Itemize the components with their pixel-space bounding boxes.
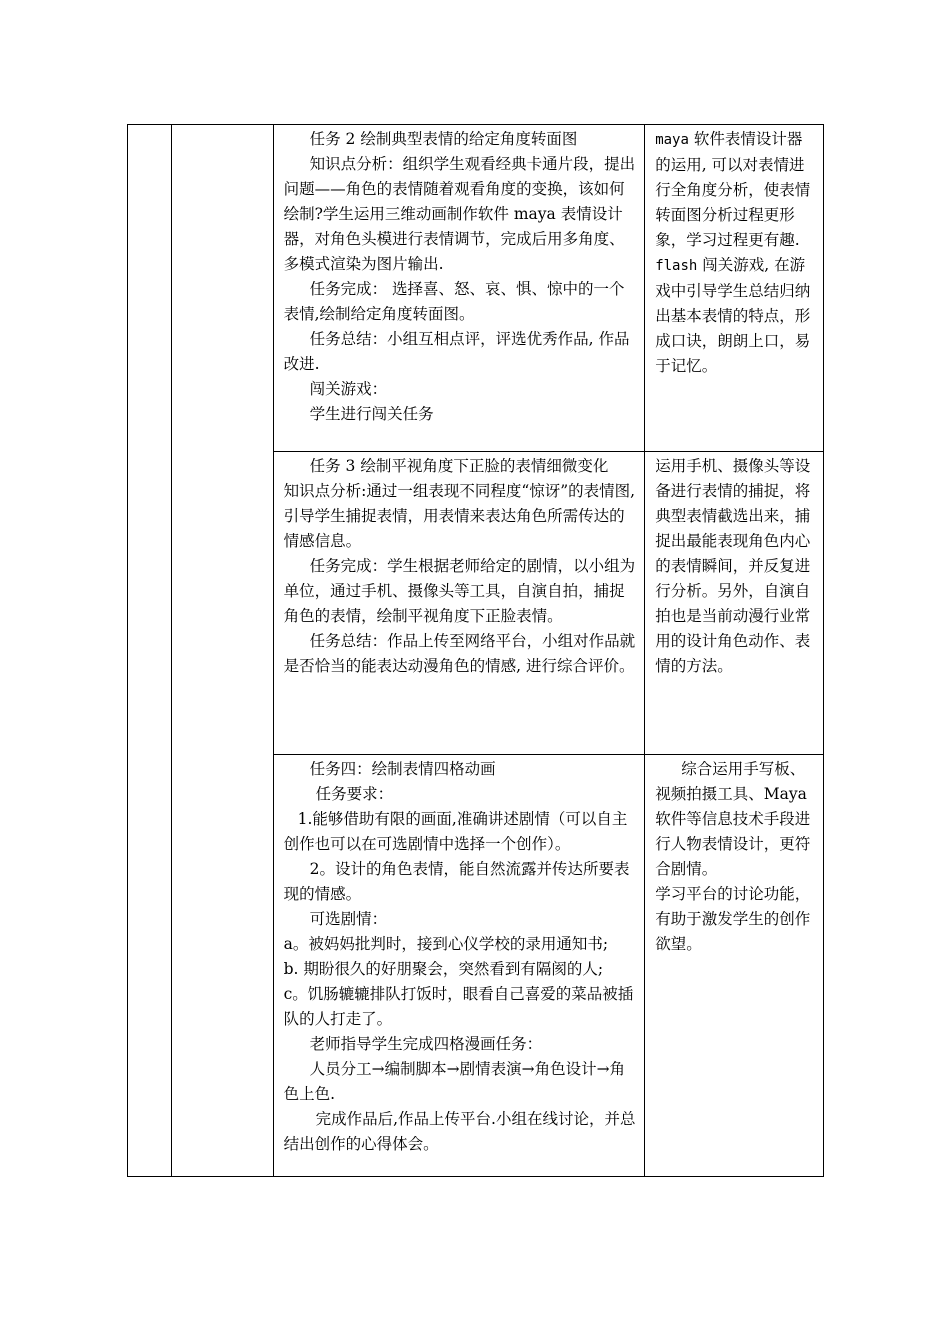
design-intent-cell [645,452,824,755]
task-paragraph: 可选剧情： [309,910,388,928]
task-paragraph: 老师指导学生完成四格漫画任务： [309,1035,543,1053]
task-title: 任务 2 绘制典型表情的给定角度转面图 [309,130,578,148]
task-paragraph: 2。设计的角色表情，能自然流露并传达所要表现的情感。 [283,860,630,903]
lesson-plan-table [127,124,824,1177]
task-paragraph: 学生进行闯关任务 [309,405,434,423]
design-note [655,253,817,379]
design-note: 综合运用手写板、视频拍摄工具、Maya 软件等信息技术手段进行人物表情设计，更符合剧情。 [655,760,811,878]
task-paragraph: 任务完成： 选择喜、怒、哀、惧、惊中的一个表情,绘制给定角度转面图。 [283,280,625,323]
design-intent-cell [645,125,824,452]
empty-cell-col1 [128,125,172,1177]
task-paragraph: 1.能够借助有限的画面,准确讲述剧情（可以自主创作也可以在可选剧情中选择一个创作）。 [283,810,628,853]
task-paragraph: 任务总结：小组互相点评，评选优秀作品, 作品改进. [283,330,630,373]
task-paragraph: a。被妈妈批判时，接到心仪学校的录用通知书; [283,935,609,953]
design-intent-cell [645,755,824,1177]
task-content-cell [273,755,645,1177]
task-paragraph: 闯关游戏： [309,380,388,398]
task-paragraph: 任务完成：学生根据老师给定的剧情，以小组为单位，通过手机、摄像头等工具，自演自拍，捕捉角色的表情，绘制平视角度下正脸表情。 [283,557,636,625]
task-paragraph: 人员分工→编制脚本→剧情表演→角色设计→角色上色. [283,1060,626,1103]
task-paragraph: 任务总结：作品上传至网络平台，小组对作品就是否恰当的能表达动漫角色的情感, 进行综合评价。 [283,632,636,675]
design-note: 学习平台的讨论功能，有助于激发学生的创作欲望。 [655,885,811,953]
task-paragraph: 任务要求： [315,785,394,803]
design-note-term: maya [655,132,689,148]
task-paragraph: 知识点分析：组织学生观看经典卡通片段，提出问题——角色的表情随着观看角度的变换，该如何绘制?学生运用三维动画制作软件 maya 表情设计器，对角色头模进行表情调节，完成后用多角度、多模式渲染为图片输出. [283,155,636,273]
design-note-term: flash [655,258,698,274]
empty-cell-col2 [172,125,273,1177]
task-content-cell [273,125,645,452]
table-row [128,125,824,452]
task-title: 任务 3 绘制平视角度下正脸的表情细微变化 [309,457,609,475]
task-title: 任务四：绘制表情四格动画 [309,760,496,778]
design-note-text: 闯关游戏, 在游戏中引导学生总结归纳出基本表情的特点，形成口诀，朗朗上口，易于记忆。 [655,256,811,375]
task-paragraph: 知识点分析:通过一组表现不同程度“惊讶”的表情图,引导学生捕捉表情，用表情来表达角色所需传达的情感信息。 [283,482,636,550]
task-content-cell [273,452,645,755]
design-note [655,127,817,253]
task-paragraph: c。饥肠辘辘排队打饭时，眼看自己喜爱的菜品被插队的人打走了。 [283,985,634,1028]
design-note-text: 软件表情设计器的运用, 可以对表情进行全角度分析，使表情转面图分析过程更形象，学习过程更有趣. [655,130,811,249]
task-paragraph: b. 期盼很久的好朋聚会，突然看到有隔阂的人; [283,960,604,978]
task-paragraph: 完成作品后,作品上传平台.小组在线讨论，并总结出创作的心得体会。 [283,1110,636,1153]
design-note: 运用手机、摄像头等设备进行表情的捕捉，将典型表情截选出来，捕捉出最能表现角色内心的表情瞬间，并反复进行分析。另外，自演自拍也是当前动漫行业常用的设计角色动作、表情的方法。 [655,457,811,675]
